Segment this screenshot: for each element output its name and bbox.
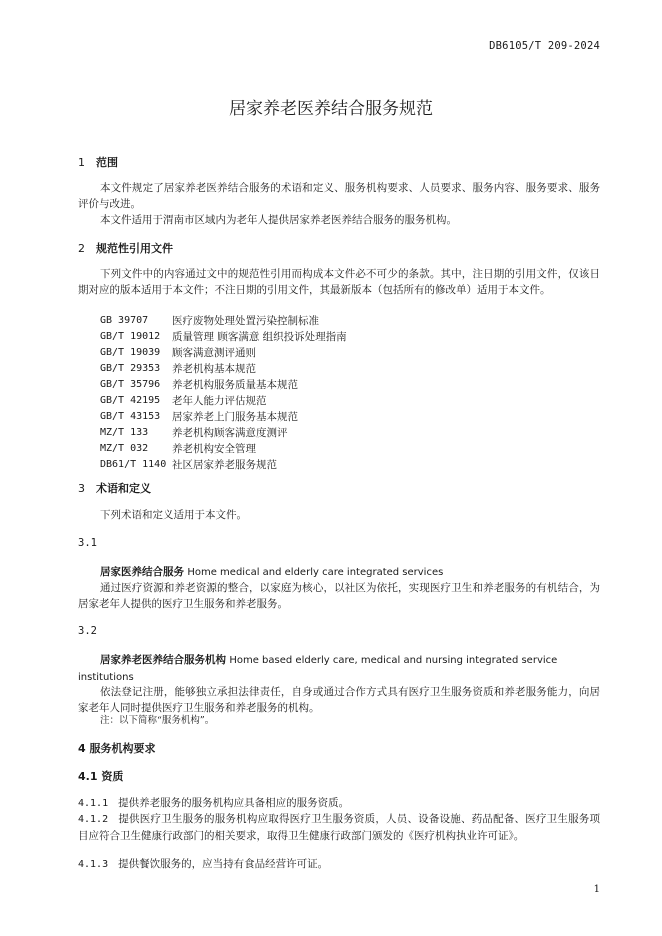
clause-4-1-2 <box>78 811 600 844</box>
term-3-1-english: Home medical and elderly care integrated services <box>187 567 444 578</box>
clause-text: 提供养老服务的服务机构应具备相应的服务资质。 <box>118 797 350 809</box>
reference-title: 养老机构服务质量基本规范 <box>172 379 298 391</box>
term-3-2-note: 注：以下简称“服务机构”。 <box>100 715 215 726</box>
reference-title: 社区居家养老服务规范 <box>172 459 277 471</box>
section-3-paragraph-1: 下列术语和定义适用于本文件。 <box>100 509 247 521</box>
reference-title: 养老机构顾客满意度测评 <box>172 427 288 439</box>
section-4-1-heading: 4.1 资质 <box>78 770 124 783</box>
term-3-2-definition: 依法登记注册，能够独立承担法律责任，自身或通过合作方式具有医疗卫生服务资质和养老服务能力，向居家老年人同时提供医疗卫生服务和养老服务的机构。 <box>78 686 600 714</box>
reference-item <box>100 377 347 393</box>
reference-title: 医疗废物处理处置污染控制标准 <box>172 315 319 327</box>
reference-title: 质量管理 顾客满意 组织投诉处理指南 <box>172 331 347 343</box>
reference-code: GB/T 19039 <box>100 347 161 358</box>
section-1-heading <box>78 154 118 170</box>
section-1-number: 1 <box>78 156 85 169</box>
reference-item <box>100 393 347 409</box>
reference-code: DB61/T 1140 <box>100 459 167 470</box>
reference-item <box>100 457 347 473</box>
section-1-paragraph-1: 本文件规定了居家养老医养结合服务的术语和定义、服务机构要求、人员要求、服务内容、服务要求、服务评价与改进。 <box>78 182 600 210</box>
reference-code: GB/T 19012 <box>100 331 161 342</box>
term-3-2-english: Home based elderly care, medical and nursing integrated service institutions <box>78 655 558 683</box>
reference-title: 养老机构基本规范 <box>172 363 256 375</box>
clause-number: 4.1.3 <box>78 859 109 870</box>
reference-code: GB 39707 <box>100 315 149 326</box>
document-title: 居家养老医养结合服务规范 <box>229 99 433 119</box>
reference-code: MZ/T 032 <box>100 443 149 454</box>
reference-code: GB/T 29353 <box>100 363 161 374</box>
normative-references-list <box>100 313 347 473</box>
reference-title: 居家养老上门服务基本规范 <box>172 411 298 423</box>
term-3-1-definition: 通过医疗资源和养老资源的整合，以家庭为核心，以社区为依托，实现医疗卫生和养老服务的有机结合，为居家老年人提供的医疗卫生服务和养老服务。 <box>78 582 600 610</box>
reference-item <box>100 425 347 441</box>
reference-code: GB/T 35796 <box>100 379 161 390</box>
section-2-number: 2 <box>78 242 85 255</box>
reference-title: 老年人能力评估规范 <box>172 395 267 407</box>
section-2-title: 规范性引用文件 <box>96 242 173 255</box>
section-1-paragraph-2: 本文件适用于渭南市区域内为老年人提供居家养老医养结合服务的服务机构。 <box>100 214 457 226</box>
section-3-heading <box>78 480 151 496</box>
section-3-title: 术语和定义 <box>96 482 151 495</box>
term-3-2-chinese: 居家养老医养结合服务机构 <box>100 654 226 666</box>
reference-code: MZ/T 133 <box>100 427 149 438</box>
reference-title: 顾客满意测评通则 <box>172 347 256 359</box>
section-3-number: 3 <box>78 482 85 495</box>
clause-4-1-1 <box>78 795 600 812</box>
reference-item <box>100 409 347 425</box>
clause-text: 提供餐饮服务的，应当持有食品经营许可证。 <box>118 858 329 870</box>
reference-item <box>100 441 347 457</box>
clause-4-1-3 <box>78 856 600 873</box>
section-2-paragraph-1: 下列文件中的内容通过文中的规范性引用而构成本文件必不可少的条款。其中，注日期的引用文件，仅该日期对应的版本适用于本文件；不注日期的引用文件，其最新版本（包括所有的修改单）适用于本文件。 <box>78 268 600 296</box>
reference-item <box>100 361 347 377</box>
standard-code: DB6105/T 209-2024 <box>489 40 600 52</box>
term-3-1-chinese: 居家医养结合服务 <box>100 566 184 578</box>
clause-number: 4.1.2 <box>78 814 109 825</box>
term-3-1-title <box>78 564 600 581</box>
clause-text: 提供医疗卫生服务的服务机构应取得医疗卫生服务资质，人员、设备设施、药品配备、医疗卫生服务项目应符合卫生健康行政部门的相关要求，取得卫生健康行政部门颁发的《医疗机构执业许可证》。 <box>78 813 600 842</box>
reference-item <box>100 329 347 345</box>
section-4-heading: 4 服务机构要求 <box>78 742 156 755</box>
clause-number: 4.1.1 <box>78 798 109 809</box>
reference-item <box>100 313 347 329</box>
reference-item <box>100 345 347 361</box>
term-3-1-number: 3.1 <box>78 537 97 549</box>
section-1-title: 范围 <box>96 156 118 169</box>
reference-title: 养老机构安全管理 <box>172 443 256 455</box>
section-2-heading <box>78 240 173 256</box>
term-3-2-title <box>78 652 600 686</box>
reference-code: GB/T 43153 <box>100 411 161 422</box>
term-3-2-number: 3.2 <box>78 625 97 637</box>
page-number: 1 <box>593 884 600 895</box>
reference-code: GB/T 42195 <box>100 395 161 406</box>
